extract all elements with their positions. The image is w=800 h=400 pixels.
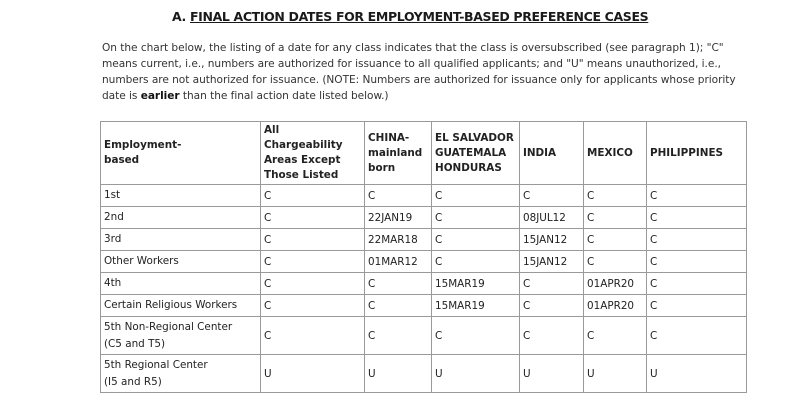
header-row xyxy=(101,122,747,185)
section-prefix: A. xyxy=(172,9,186,24)
table-cell: C xyxy=(261,251,365,273)
table-cell: C xyxy=(261,273,365,295)
table-cell: C xyxy=(432,207,520,229)
table-row xyxy=(101,185,747,207)
row-category-line: (I5 and R5) xyxy=(104,375,162,388)
intro-text: On the chart below, the listing of a date for any class indicates that the class is oversubscribed (see paragraph 1); "C" means current, i.e., numbers are authorized for issuance to all qualified applicants; and "U" means unauthorized, i.e., numbers are not authorized for issuance. (NOTE: Numbers are authorized for issuance only for applicants whose priority date is xyxy=(102,42,736,102)
table-cell: U xyxy=(647,355,747,393)
table-cell: 15MAR19 xyxy=(432,295,520,317)
table-cell: U xyxy=(432,355,520,393)
intro-text-end: than the final action date listed below.) xyxy=(179,90,389,102)
header-cell-all-chargeability: All Chargeability Areas Except Those Listed xyxy=(261,122,365,185)
table-cell: C xyxy=(584,317,647,355)
table-cell: 22MAR18 xyxy=(365,229,432,251)
table-cell: C xyxy=(432,317,520,355)
table-cell: 22JAN19 xyxy=(365,207,432,229)
table-cell: C xyxy=(520,273,584,295)
table-cell: C xyxy=(647,273,747,295)
section-title: FINAL ACTION DATES FOR EMPLOYMENT-BASED PREFERENCE CASES xyxy=(189,9,649,24)
row-category-line: 5th Non-Regional Center xyxy=(104,320,233,333)
table-cell: 08JUL12 xyxy=(520,207,584,229)
table-row xyxy=(101,273,747,295)
table-cell: C xyxy=(584,185,647,207)
table-cell: C xyxy=(647,295,747,317)
header-cell-mexico: MEXICO xyxy=(584,122,647,185)
table-cell: 01APR20 xyxy=(584,273,647,295)
intro-paragraph xyxy=(102,40,752,104)
table-cell: 15MAR19 xyxy=(432,273,520,295)
table-cell: C xyxy=(365,185,432,207)
row-category: Other Workers xyxy=(101,251,261,273)
table-cell: U xyxy=(365,355,432,393)
table-row xyxy=(101,317,747,355)
table-cell: C xyxy=(261,229,365,251)
table-cell: C xyxy=(261,317,365,355)
row-category: 2nd xyxy=(101,207,261,229)
table-cell: U xyxy=(261,355,365,393)
row-category: 3rd xyxy=(101,229,261,251)
table-cell: U xyxy=(584,355,647,393)
table-cell: C xyxy=(365,317,432,355)
row-category: 1st xyxy=(101,185,261,207)
table-cell: C xyxy=(584,251,647,273)
table-cell: 01APR20 xyxy=(584,295,647,317)
header-cell-philippines: PHILIPPINES xyxy=(647,122,747,185)
table-cell: C xyxy=(647,251,747,273)
table-cell: U xyxy=(520,355,584,393)
table-cell: 15JAN12 xyxy=(520,229,584,251)
table-cell: C xyxy=(647,185,747,207)
table-cell: C xyxy=(584,207,647,229)
header-cell-india: INDIA xyxy=(520,122,584,185)
table-cell: C xyxy=(520,185,584,207)
final-action-dates-table xyxy=(100,121,747,393)
table-cell: C xyxy=(520,295,584,317)
table-row xyxy=(101,251,747,273)
table-cell: C xyxy=(520,317,584,355)
table-row xyxy=(101,229,747,251)
row-category xyxy=(101,355,261,393)
row-category: Certain Religious Workers xyxy=(101,295,261,317)
row-category-line: 5th Regional Center xyxy=(104,358,208,371)
table-cell: C xyxy=(261,295,365,317)
header-cell-el-salvador: EL SALVADOR GUATEMALA HONDURAS xyxy=(432,122,520,185)
table-cell: C xyxy=(432,251,520,273)
section-heading xyxy=(172,9,648,24)
table-cell: C xyxy=(647,207,747,229)
intro-bold-word: earlier xyxy=(140,90,180,102)
row-category: 4th xyxy=(101,273,261,295)
table-cell: C xyxy=(584,229,647,251)
header-cell-category: Employment- based xyxy=(101,122,261,185)
table-cell: C xyxy=(261,207,365,229)
table-row xyxy=(101,207,747,229)
table-cell: C xyxy=(647,317,747,355)
table-cell: C xyxy=(432,185,520,207)
table-cell: C xyxy=(365,295,432,317)
table-cell: C xyxy=(432,229,520,251)
table-cell: 15JAN12 xyxy=(520,251,584,273)
table-row xyxy=(101,295,747,317)
header-cell-china: CHINA- mainland born xyxy=(365,122,432,185)
row-category-line: (C5 and T5) xyxy=(104,337,166,350)
table-row xyxy=(101,355,747,393)
table-cell: C xyxy=(261,185,365,207)
table-cell: C xyxy=(365,273,432,295)
row-category xyxy=(101,317,261,355)
table-cell: C xyxy=(647,229,747,251)
table-cell: 01MAR12 xyxy=(365,251,432,273)
